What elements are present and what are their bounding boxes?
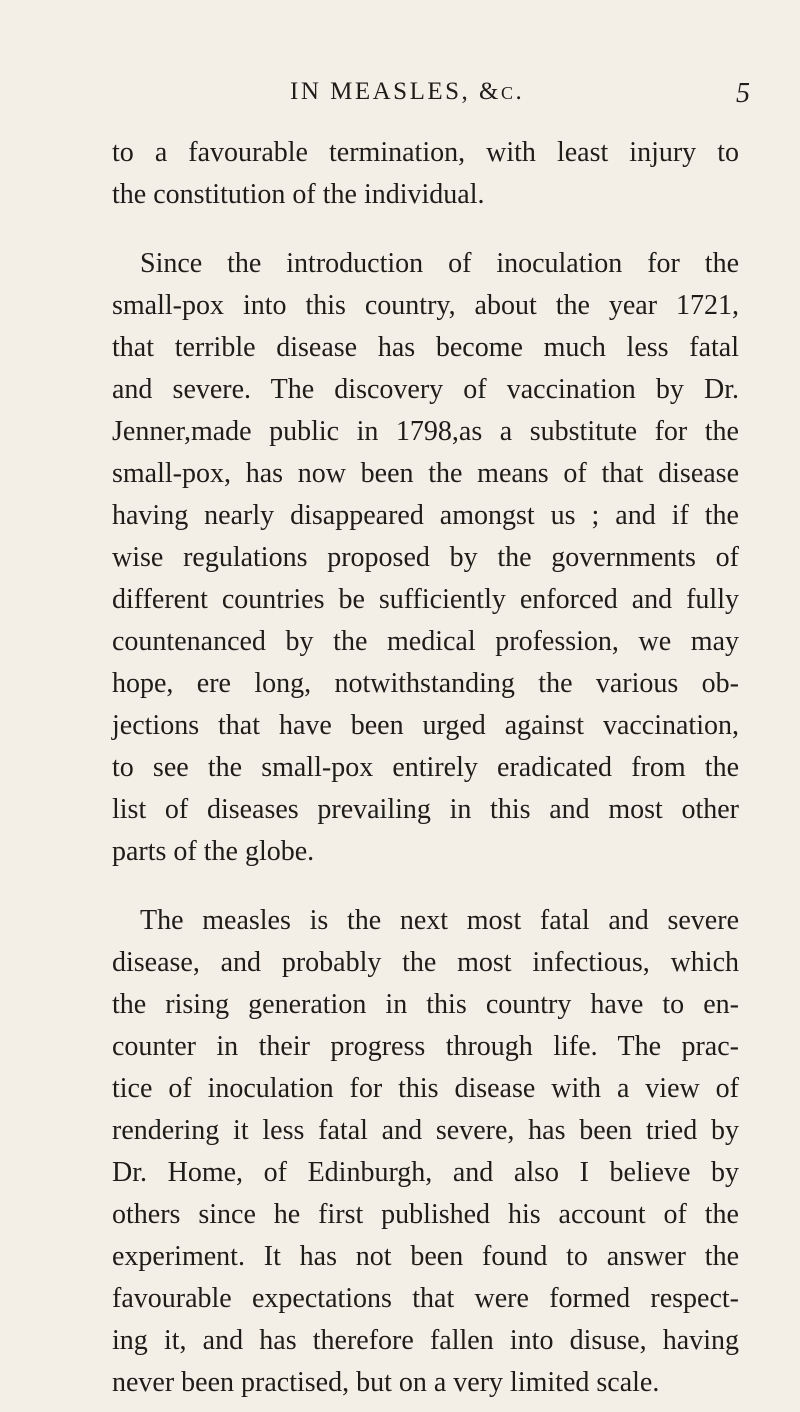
text-line: rendering it less fatal and severe, has been tried by (112, 1115, 739, 1146)
text-line: and severe. The discovery of vaccination by Dr. (112, 374, 739, 405)
text-line: Jenner,made public in 1798,as a substitute for the (112, 416, 739, 447)
text-line: disease, and probably the most infectious, which (112, 947, 739, 978)
running-title: IN MEASLES, &c. (290, 78, 525, 105)
text-line: list of diseases prevailing in this and most other (112, 794, 739, 825)
text-line: parts of the globe. (112, 836, 315, 867)
text-line: to see the small-pox entirely eradicated from the (112, 752, 739, 783)
text-line: countenanced by the medical profession, we may (112, 626, 739, 657)
text-line: experiment. It has not been found to answer the (112, 1241, 739, 1272)
text-line: favourable expectations that were formed respect- (112, 1283, 739, 1314)
page-number: 5 (736, 78, 750, 109)
text-line: The measles is the next most fatal and severe (140, 905, 739, 936)
text-line: counter in their progress through life. The prac- (112, 1031, 739, 1062)
running-head (0, 78, 800, 112)
text-line: small-pox, has now been the means of that disease (112, 458, 739, 489)
text-line: to a favourable termination, with least injury to (112, 137, 739, 168)
text-line: never been practised, but on a very limited scale. (112, 1367, 660, 1398)
text-line: others since he first published his account of the (112, 1199, 739, 1230)
text-line: the rising generation in this country have to en- (112, 989, 739, 1020)
text-line: having nearly disappeared amongst us ; and if the (112, 500, 739, 531)
text-line: Dr. Home, of Edinburgh, and also I believe by (112, 1157, 739, 1188)
text-line: ing it, and has therefore fallen into disuse, having (112, 1325, 739, 1356)
text-line: small-pox into this country, about the year 1721, (112, 290, 739, 321)
text-line: hope, ere long, notwithstanding the various ob- (112, 668, 739, 699)
text-line: different countries be sufficiently enforced and fully (112, 584, 739, 615)
text-line: wise regulations proposed by the governments of (112, 542, 739, 573)
text-line: tice of inoculation for this disease with a view of (112, 1073, 739, 1104)
text-line: jections that have been urged against vaccination, (112, 710, 739, 741)
text-line: the constitution of the individual. (112, 179, 485, 210)
text-line: that terrible disease has become much less fatal (112, 332, 739, 363)
text-line: Since the introduction of inoculation for the (140, 248, 739, 279)
